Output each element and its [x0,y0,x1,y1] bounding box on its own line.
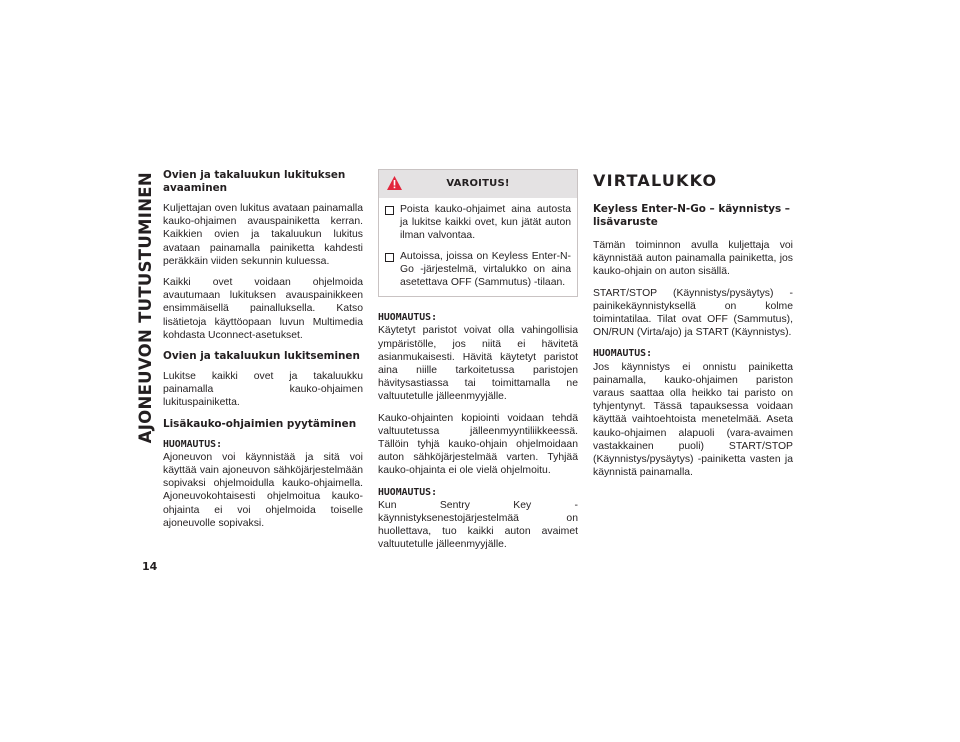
note-label: HUOMAUTUS: [378,312,437,324]
section-title-ignition: VIRTALUKKO [593,171,718,190]
warning-item: Poista kauko-ohjaimet aina autosta ja lukitse kaikki ovet, kun jätät auton ilman valvontaa. [385,203,571,243]
paragraph-lock: Lukitse kaikki ovet ja takaluukku painamalla kauko-ohjaimen lukituspainiketta. [163,371,363,409]
note-extra-remotes [163,438,363,530]
note-label: HUOMAUTUS: [378,486,437,498]
note-start-fail [593,347,793,479]
heading-lock: Ovien ja takaluukun lukitseminen [163,350,360,363]
note-text: Kun Sentry Key -käynnistyksenestojärjestelmää on huollettava, tuo kaikki auton avaimet valtuutetulle jälleenmyyjälle. [378,499,578,551]
note-batteries [378,311,578,403]
heading-extra-remotes: Lisäkauko-ohjaimien pyytäminen [163,417,357,430]
column-left [163,169,363,538]
paragraph-unlock-1: Kuljettajan oven lukitus avataan painamalla kauko-ohjaimen avauspainiketta kerran. Kaikkien ovien ja takaluukun lukitus avataan painamalla painiketta kahdesti peräkkäin viiden sekunnin kuluessa. [163,203,363,267]
paragraph-unlock-2: Kaikki ovet voidaan ohjelmoida avautumaan lukituksen avauspainikkeen ensimmäisellä painalluksella. Katso lisätietoja käyttöopaan luvun Multimedia kohdasta Uconnect-asetukset. [163,277,363,341]
square-bullet-icon [385,253,394,262]
column-right [593,169,793,487]
warning-title: VAROITUS! [446,178,510,190]
page-number: 14 [142,560,158,573]
note-text: Jos käynnistys ei onnistu painiketta painamalla, kauko-ohjaimen pariston varaus saattaa olla heikko tai paristo on tyhjentynyt. Tässä tapauksessa voidaan käyttää vaihtoehtoista menetelmää. Aseta kauko-ohjaimen alapuoli (vara-avaimen vastakkainen puoli) START/STOP (Käynnistys/pysäytys) -painiketta vasten ja käynnistä painamalla. [593,361,793,479]
note-label: HUOMAUTUS: [593,348,652,360]
paragraph-copying: Kauko-ohjainten kopiointi voidaan tehdä valtuutetussa jälleenmyyntiliikkeessä. Tällöin tyhjä kauko-ohjain ohjelmoidaan auton sähköjärjestelmää varten. Tyhjää kauko-ohjainta ei ole vielä ohjelmoitu. [378,412,578,477]
note-label: HUOMAUTUS: [163,438,222,450]
warning-box [378,169,578,297]
warning-item: Autoissa, joissa on Keyless Enter-N-Go -järjestelmä, virtalukko on aina asetettava OFF (Sammutus) -tilaan. [385,250,571,290]
subheading-keyless: Keyless Enter-N-Go – käynnistys – lisävaruste [593,203,790,228]
column-middle [378,169,578,560]
note-text: Ajoneuvon voi käynnistää ja sitä voi käyttää vain ajoneuvon sähköjärjestelmään sopivaksi ohjelmoidulla kauko-ohjaimella. Ajoneuvokohtaisesti ohjelmoitua kauko-ohjainta ei voi ohjelmoida toiselle ajoneuvolle sopivaksi. [163,451,363,529]
note-sentry-key [378,486,578,552]
warning-header [379,170,577,198]
square-bullet-icon [385,206,394,215]
side-section-title: AJONEUVON TUTUSTUMINEN [135,172,155,444]
warning-triangle-icon [386,175,403,191]
heading-unlock: Ovien ja takaluukun lukituksen avaaminen [163,169,346,194]
note-text: Käytetyt paristot voivat olla vahingollisia ympäristölle, jos niitä ei hävitetä asianmukaisesti. Hävitä käytetyt paristot aina niille tarkoitetussa paristojen hävitysastiassa tai toimittamalla ne valtuutetulle jälleenmyyjälle. [378,325,578,403]
paragraph-keyless-1: Tämän toiminnon avulla kuljettaja voi käynnistää auton painamalla painiketta, jos kauko-ohjain on auton sisällä. [593,240,793,278]
paragraph-keyless-2: START/STOP (Käynnistys/pysäytys) -painikekäynnistyksellä on kolme toimintatilaa. Tilat ovat OFF (Sammutus), ON/RUN (Virta/ajo) ja START (Käynnistys). [593,287,793,339]
warning-list [379,198,577,296]
